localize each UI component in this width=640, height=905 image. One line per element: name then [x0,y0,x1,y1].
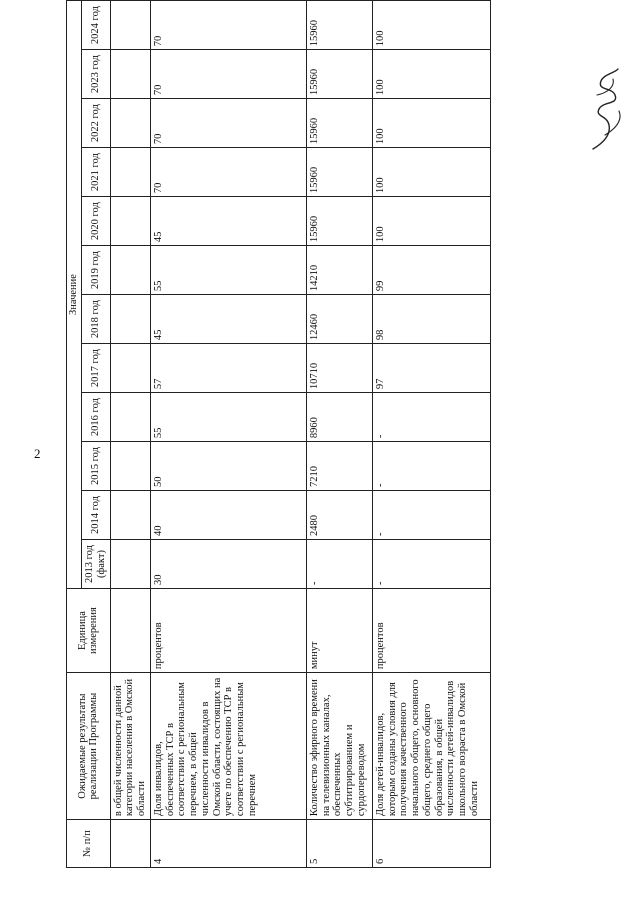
row-value: 55 [150,393,306,442]
row-value: 100 [372,1,490,50]
table-row [306,1,372,868]
header-result: Ожидаемые результаты реализации Программы [67,673,111,820]
row-value: - [372,491,490,540]
row-value: - [372,540,490,589]
row-value [110,1,150,50]
row-value: 100 [372,197,490,246]
row-value: 55 [150,246,306,295]
row-value [110,491,150,540]
row-value: 15960 [306,148,372,197]
row-num: 4 [150,820,306,868]
row-value [110,148,150,197]
row-value: 50 [150,442,306,491]
row-unit: процентов [372,589,490,673]
header-year: 2013 год (факт) [82,540,111,589]
row-result: Доля инвалидов, обеспеченных ТСР в соответствии с региональным перечнем, в общей численности инвалидов в Омской области, состоящих на учете по обеспечению ТСР в соответствии с региональным перечнем [150,673,306,820]
header-year: 2014 год [82,491,111,540]
header-year: 2024 год [82,1,111,50]
table-frame [66,0,480,868]
page-number: 2 [34,446,41,461]
row-value [110,540,150,589]
row-value: 10710 [306,344,372,393]
row-value [110,393,150,442]
table-row [372,1,490,868]
row-value [110,50,150,99]
row-value [110,197,150,246]
row-value: 100 [372,50,490,99]
header-value-group: Значение [67,1,82,589]
table-body [110,1,490,868]
row-value: 98 [372,295,490,344]
row-value: - [372,442,490,491]
row-value: 15960 [306,50,372,99]
table-row [150,1,306,868]
row-value: 57 [150,344,306,393]
table-row [110,1,150,868]
row-value: 2480 [306,491,372,540]
row-value: 7210 [306,442,372,491]
row-result: Доля детей-инвалидов, которым созданы условия для получения качественного начального общего, основного общего, среднего общего образования, в общей численности детей-инвалидов школьного возраста в Омской области [372,673,490,820]
row-value: 45 [150,197,306,246]
row-value: 70 [150,1,306,50]
header-row-group [67,1,82,868]
row-value: 15960 [306,99,372,148]
header-year: 2022 год [82,99,111,148]
row-value: 70 [150,99,306,148]
row-value: 8960 [306,393,372,442]
row-value: 70 [150,50,306,99]
row-result: Количество эфирного времени на телевизионных каналах, обеспеченных субтитрированием и сурдопереводом [306,673,372,820]
row-value: 12460 [306,295,372,344]
row-unit: минут [306,589,372,673]
row-value [110,344,150,393]
row-value [110,442,150,491]
row-value [110,246,150,295]
row-unit: процентов [150,589,306,673]
row-value: 97 [372,344,490,393]
row-result: в общей численности данной категории населения в Омской области [110,673,150,820]
header-year: 2020 год [82,197,111,246]
row-num [110,820,150,868]
row-value: - [372,393,490,442]
row-value: 100 [372,148,490,197]
header-year: 2015 год [82,442,111,491]
header-year: 2023 год [82,50,111,99]
row-value: - [306,540,372,589]
row-num: 6 [372,820,490,868]
handwritten-signature [585,65,630,155]
row-value: 14210 [306,246,372,295]
row-value: 15960 [306,1,372,50]
row-value [110,295,150,344]
results-table [66,0,491,868]
header-unit: Единица измерения [67,589,111,673]
row-value: 15960 [306,197,372,246]
header-year: 2021 год [82,148,111,197]
header-year: 2019 год [82,246,111,295]
row-value: 100 [372,99,490,148]
row-value: 70 [150,148,306,197]
row-unit [110,589,150,673]
row-value [110,99,150,148]
header-year: 2016 год [82,393,111,442]
row-value: 40 [150,491,306,540]
row-value: 99 [372,246,490,295]
header-num: № п/п [67,820,111,868]
row-value: 30 [150,540,306,589]
header-year: 2017 год [82,344,111,393]
header-year: 2018 год [82,295,111,344]
row-num: 5 [306,820,372,868]
row-value: 45 [150,295,306,344]
